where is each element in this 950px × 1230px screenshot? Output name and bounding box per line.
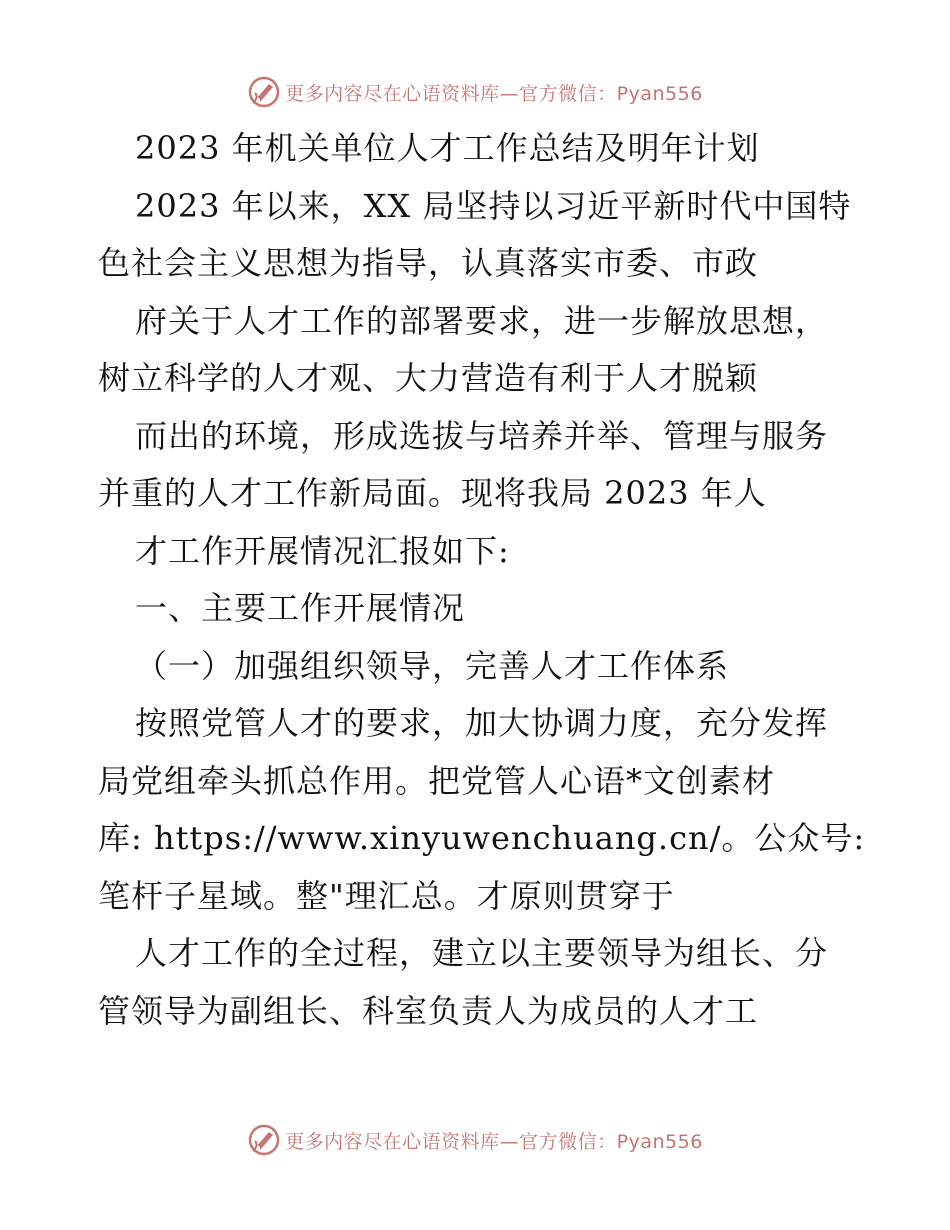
- paragraph-line: 才工作开展情况汇报如下:: [135, 531, 510, 570]
- watermark-text: 更多内容尽在心语资料库—官方微信：Pyan556: [285, 1130, 703, 1153]
- pen-logo-icon: [247, 75, 281, 109]
- paragraph-line: 局党组牵头抓总作用。把党管人心语*文创素材: [98, 761, 776, 800]
- section-heading: 一、主要工作开展情况: [135, 589, 466, 627]
- paragraph-line: 色社会主义思想为指导，认真落实市委、市政: [98, 244, 759, 282]
- header-watermark-banner: [0, 72, 950, 112]
- pen-logo-icon: [247, 1123, 281, 1157]
- document-body: [0, 120, 950, 1040]
- paragraph-line: 府关于人才工作的部署要求，进一步解放思想，: [135, 301, 829, 340]
- paragraph-line: 库: https://www.xinyuwenchuang.cn/。公众号:: [98, 819, 866, 857]
- watermark-text: 更多内容尽在心语资料库—官方微信：Pyan556: [285, 82, 703, 105]
- paragraph-line: 2023 年以来，XX 局坚持以习近平新时代中国特: [135, 186, 852, 225]
- document-title: 2023 年机关单位人才工作总结及明年计划: [135, 129, 760, 167]
- paragraph-line: 按照党管人才的要求，加大协调力度，充分发挥: [135, 704, 829, 742]
- paragraph-line: 树立科学的人才观、大力营造有利于人才脱颖: [98, 359, 759, 397]
- paragraph-line: 而出的环境，形成选拔与培养并举、管理与服务: [135, 416, 829, 455]
- subsection-heading: （一）加强组织领导，完善人才工作体系: [135, 646, 730, 685]
- footer-watermark-banner: [0, 1120, 950, 1160]
- paragraph-line: 人才工作的全过程，建立以主要领导为组长、分: [135, 934, 829, 972]
- paragraph-line: 并重的人才工作新局面。现将我局 2023 年人: [98, 474, 767, 512]
- paragraph-line: 笔杆子星域。整"理汇总。才原则贯穿于: [98, 876, 675, 915]
- paragraph-line: 管领导为副组长、科室负责人为成员的人才工: [98, 991, 759, 1030]
